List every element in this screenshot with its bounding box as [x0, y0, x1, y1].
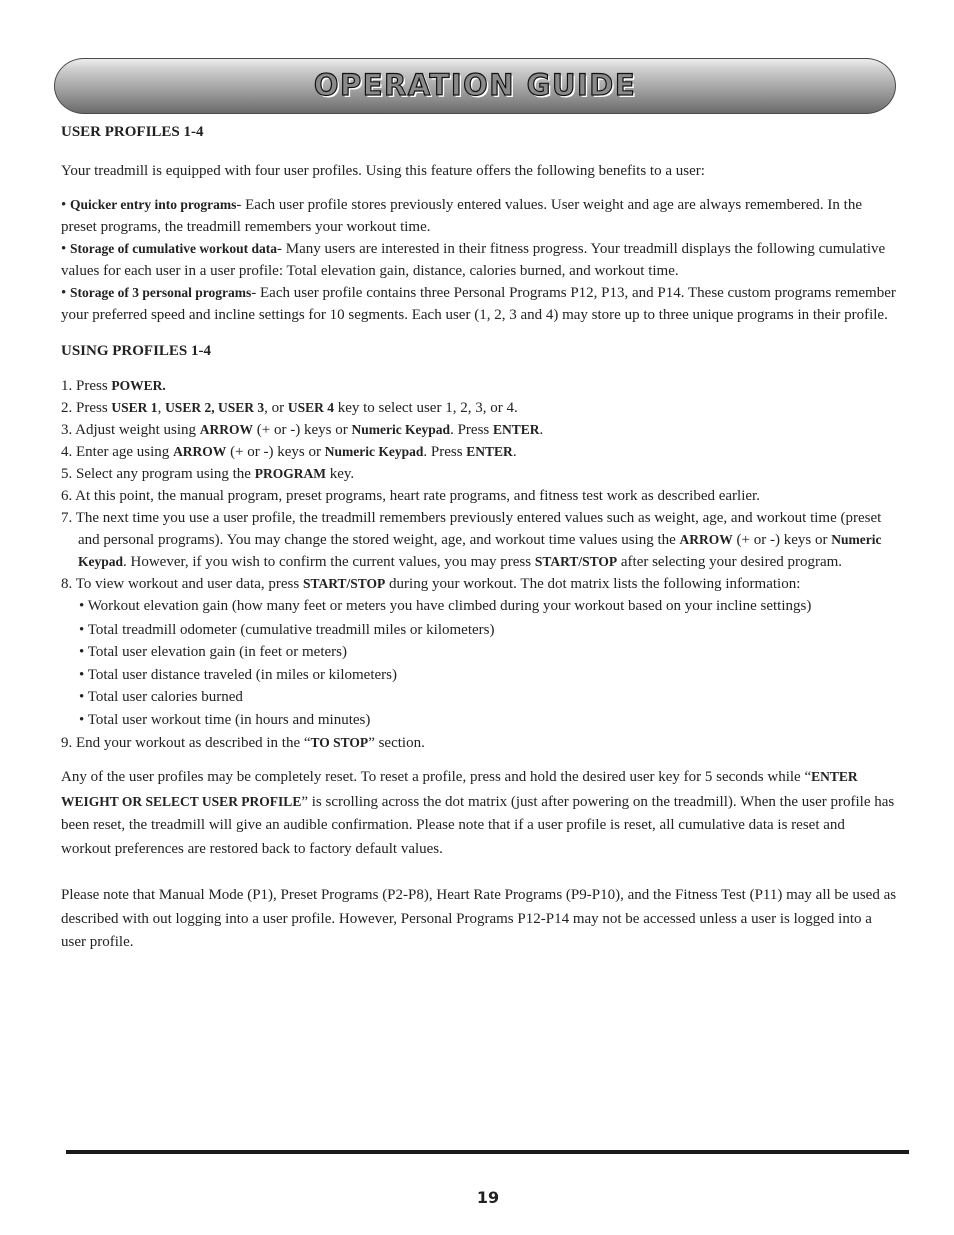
- benefit-text: - Many users are interested in their fitness progress. Your treadmill displays the following cumulative values for each user in a user profile: Total elevation gain, distance, calories burned, and workout time.: [61, 241, 886, 279]
- text-run: . However, if you wish to confirm the current values, you may press: [123, 554, 535, 570]
- benefit-text: - Each user profile stores previously entered values. User weight and age are always remembered. In the preset programs, the treadmill remembers your workout time.: [61, 197, 862, 235]
- benefit-term: Storage of 3 personal programs: [70, 285, 252, 300]
- text-run: ” is scrolling across the dot matrix (just after powering on the treadmill). When the user profile has been reset, the treadmill will give an audible confirmation. Please note that if a user profile is reset, all cumulative data is reset and workout preferences are restored back to factory default values.: [61, 793, 895, 857]
- step-item: [61, 419, 897, 441]
- text-run: 4. Enter age using: [61, 444, 174, 460]
- key-label: ARROW: [679, 532, 733, 547]
- benefit-term: Storage of cumulative workout data: [70, 241, 277, 256]
- key-label: POWER.: [111, 378, 166, 393]
- step-item: [61, 397, 897, 419]
- benefit-term: Quicker entry into programs: [70, 197, 237, 212]
- text-run: (+ or -) keys or: [732, 532, 832, 548]
- header-banner: [54, 58, 896, 114]
- list-item: • Total user workout time (in hours and minutes): [79, 711, 371, 728]
- section-heading-using-profiles: USING PROFILES 1-4: [61, 343, 212, 359]
- text-run: during your workout. The dot matrix lists the following information:: [385, 576, 801, 592]
- step-item: [61, 375, 897, 397]
- text-run: (+ or -) keys or: [226, 444, 325, 460]
- text-run: . Press: [423, 444, 467, 460]
- step-item: [61, 463, 897, 485]
- key-label: USER 1: [111, 400, 158, 415]
- key-label: START/STOP: [302, 576, 386, 591]
- benefit-item: • Storage of 3 personal programs- Each user profile contains three Personal Programs P12, P13, and P14. These custom programs remember your preferred speed and incline settings for 10 segments. Each user (1, 2, 3 and 4) may store up to three unique programs in their profile.: [61, 285, 896, 323]
- key-label: START/STOP: [534, 554, 618, 569]
- steps-list: [61, 375, 897, 595]
- key-label: USER 2, USER 3: [165, 400, 265, 415]
- text-run: 1. Press: [61, 378, 112, 394]
- text-run: ” section.: [368, 735, 425, 751]
- reset-paragraph: [61, 765, 897, 861]
- text-run: 2. Press: [61, 400, 112, 416]
- key-label: Numeric Keypad: [78, 532, 882, 569]
- text-run: Any of the user profiles may be completely reset. To reset a profile, press and hold the desired user key for 5 seconds while “: [61, 769, 812, 785]
- text-run: key to select user 1, 2, 3, or 4.: [333, 400, 518, 416]
- footer-rule: [66, 1150, 909, 1154]
- list-item: • Total user distance traveled (in miles or kilometers): [79, 666, 397, 683]
- text-run: key.: [325, 466, 355, 482]
- text-run: ,: [157, 400, 166, 416]
- text-run: 3. Adjust weight using: [61, 422, 200, 438]
- step-item: [61, 732, 897, 754]
- text-run: after selecting your desired program.: [617, 554, 843, 570]
- key-label: Numeric Keypad: [324, 444, 424, 459]
- benefits-list: [61, 194, 897, 326]
- page-content: [61, 121, 897, 955]
- key-label: TO STOP: [310, 735, 369, 750]
- benefit-item: • Storage of cumulative workout data- Many users are interested in their fitness progress. Your treadmill displays the following cumulative values for each user in a user profile: Total elevation gain, distance, calories burned, and workout time.: [61, 241, 886, 279]
- text-run: , or: [264, 400, 288, 416]
- key-label: ARROW: [199, 422, 254, 437]
- step-item: [61, 573, 897, 595]
- key-label: ARROW: [173, 444, 227, 459]
- list-item: • Total user elevation gain (in feet or meters): [79, 644, 347, 660]
- step-item: [61, 485, 897, 507]
- benefit-item: • Quicker entry into programs- Each user profile stores previously entered values. User weight and age are always remembered. In the preset programs, the treadmill remembers your workout time.: [61, 197, 862, 235]
- list-item: • Total treadmill odometer (cumulative treadmill miles or kilometers): [79, 621, 495, 638]
- key-label: ENTER: [493, 422, 540, 437]
- intro-paragraph: Your treadmill is equipped with four user profiles. Using this feature offers the following benefits to a user:: [61, 163, 705, 179]
- text-run: . Press: [450, 422, 493, 438]
- text-run: (+ or -) keys or: [253, 422, 352, 438]
- benefit-text: - Each user profile contains three Personal Programs P12, P13, and P14. These custom programs remember your preferred speed and incline settings for 10 segments. Each user (1, 2, 3 and 4) may store up to three unique programs in their profile.: [61, 285, 896, 323]
- step-item: [61, 441, 897, 463]
- step-item: [61, 507, 897, 573]
- text-run: .: [512, 444, 517, 460]
- text-run: 8. To view workout and user data, press: [61, 576, 303, 592]
- section-heading-user-profiles: USER PROFILES 1-4: [61, 124, 204, 140]
- key-label: USER 4: [287, 400, 334, 415]
- page-number: 19: [476, 1188, 500, 1207]
- text-run: 7. The next time you use a user profile, the treadmill remembers previously entered values such as weight, age, and workout time (preset and personal programs). You may change the stored weight, age, and workout time values using the: [61, 510, 882, 548]
- list-item: • Total user calories burned: [79, 689, 243, 705]
- text-run: 5. Select any program using the: [61, 466, 255, 482]
- key-label: ENTER WEIGHT OR SELECT USER PROFILE: [61, 769, 858, 809]
- text-run: .: [539, 422, 544, 438]
- key-label: ENTER: [466, 444, 513, 459]
- final-step-list: [61, 732, 897, 754]
- text-run: 6. At this point, the manual program, preset programs, heart rate programs, and fitness test work as described earlier.: [61, 488, 760, 504]
- dot-matrix-data-list: [61, 595, 897, 731]
- list-item: • Workout elevation gain (how many feet or meters you have climbed during your workout based on your incline settings): [79, 598, 812, 614]
- page-title: OPERATION GUIDE: [313, 68, 637, 102]
- text-run: 9. End your workout as described in the “: [61, 735, 311, 751]
- key-label: PROGRAM: [254, 466, 326, 481]
- key-label: Numeric Keypad: [351, 422, 451, 437]
- note-paragraph: Please note that Manual Mode (P1), Preset Programs (P2-P8), Heart Rate Programs (P9-P10), and the Fitness Test (P11) may all be used as described with out logging into a user profile. However, Personal Programs P12-P14 may not be accessed unless a user is logged into a user profile.: [61, 887, 897, 950]
